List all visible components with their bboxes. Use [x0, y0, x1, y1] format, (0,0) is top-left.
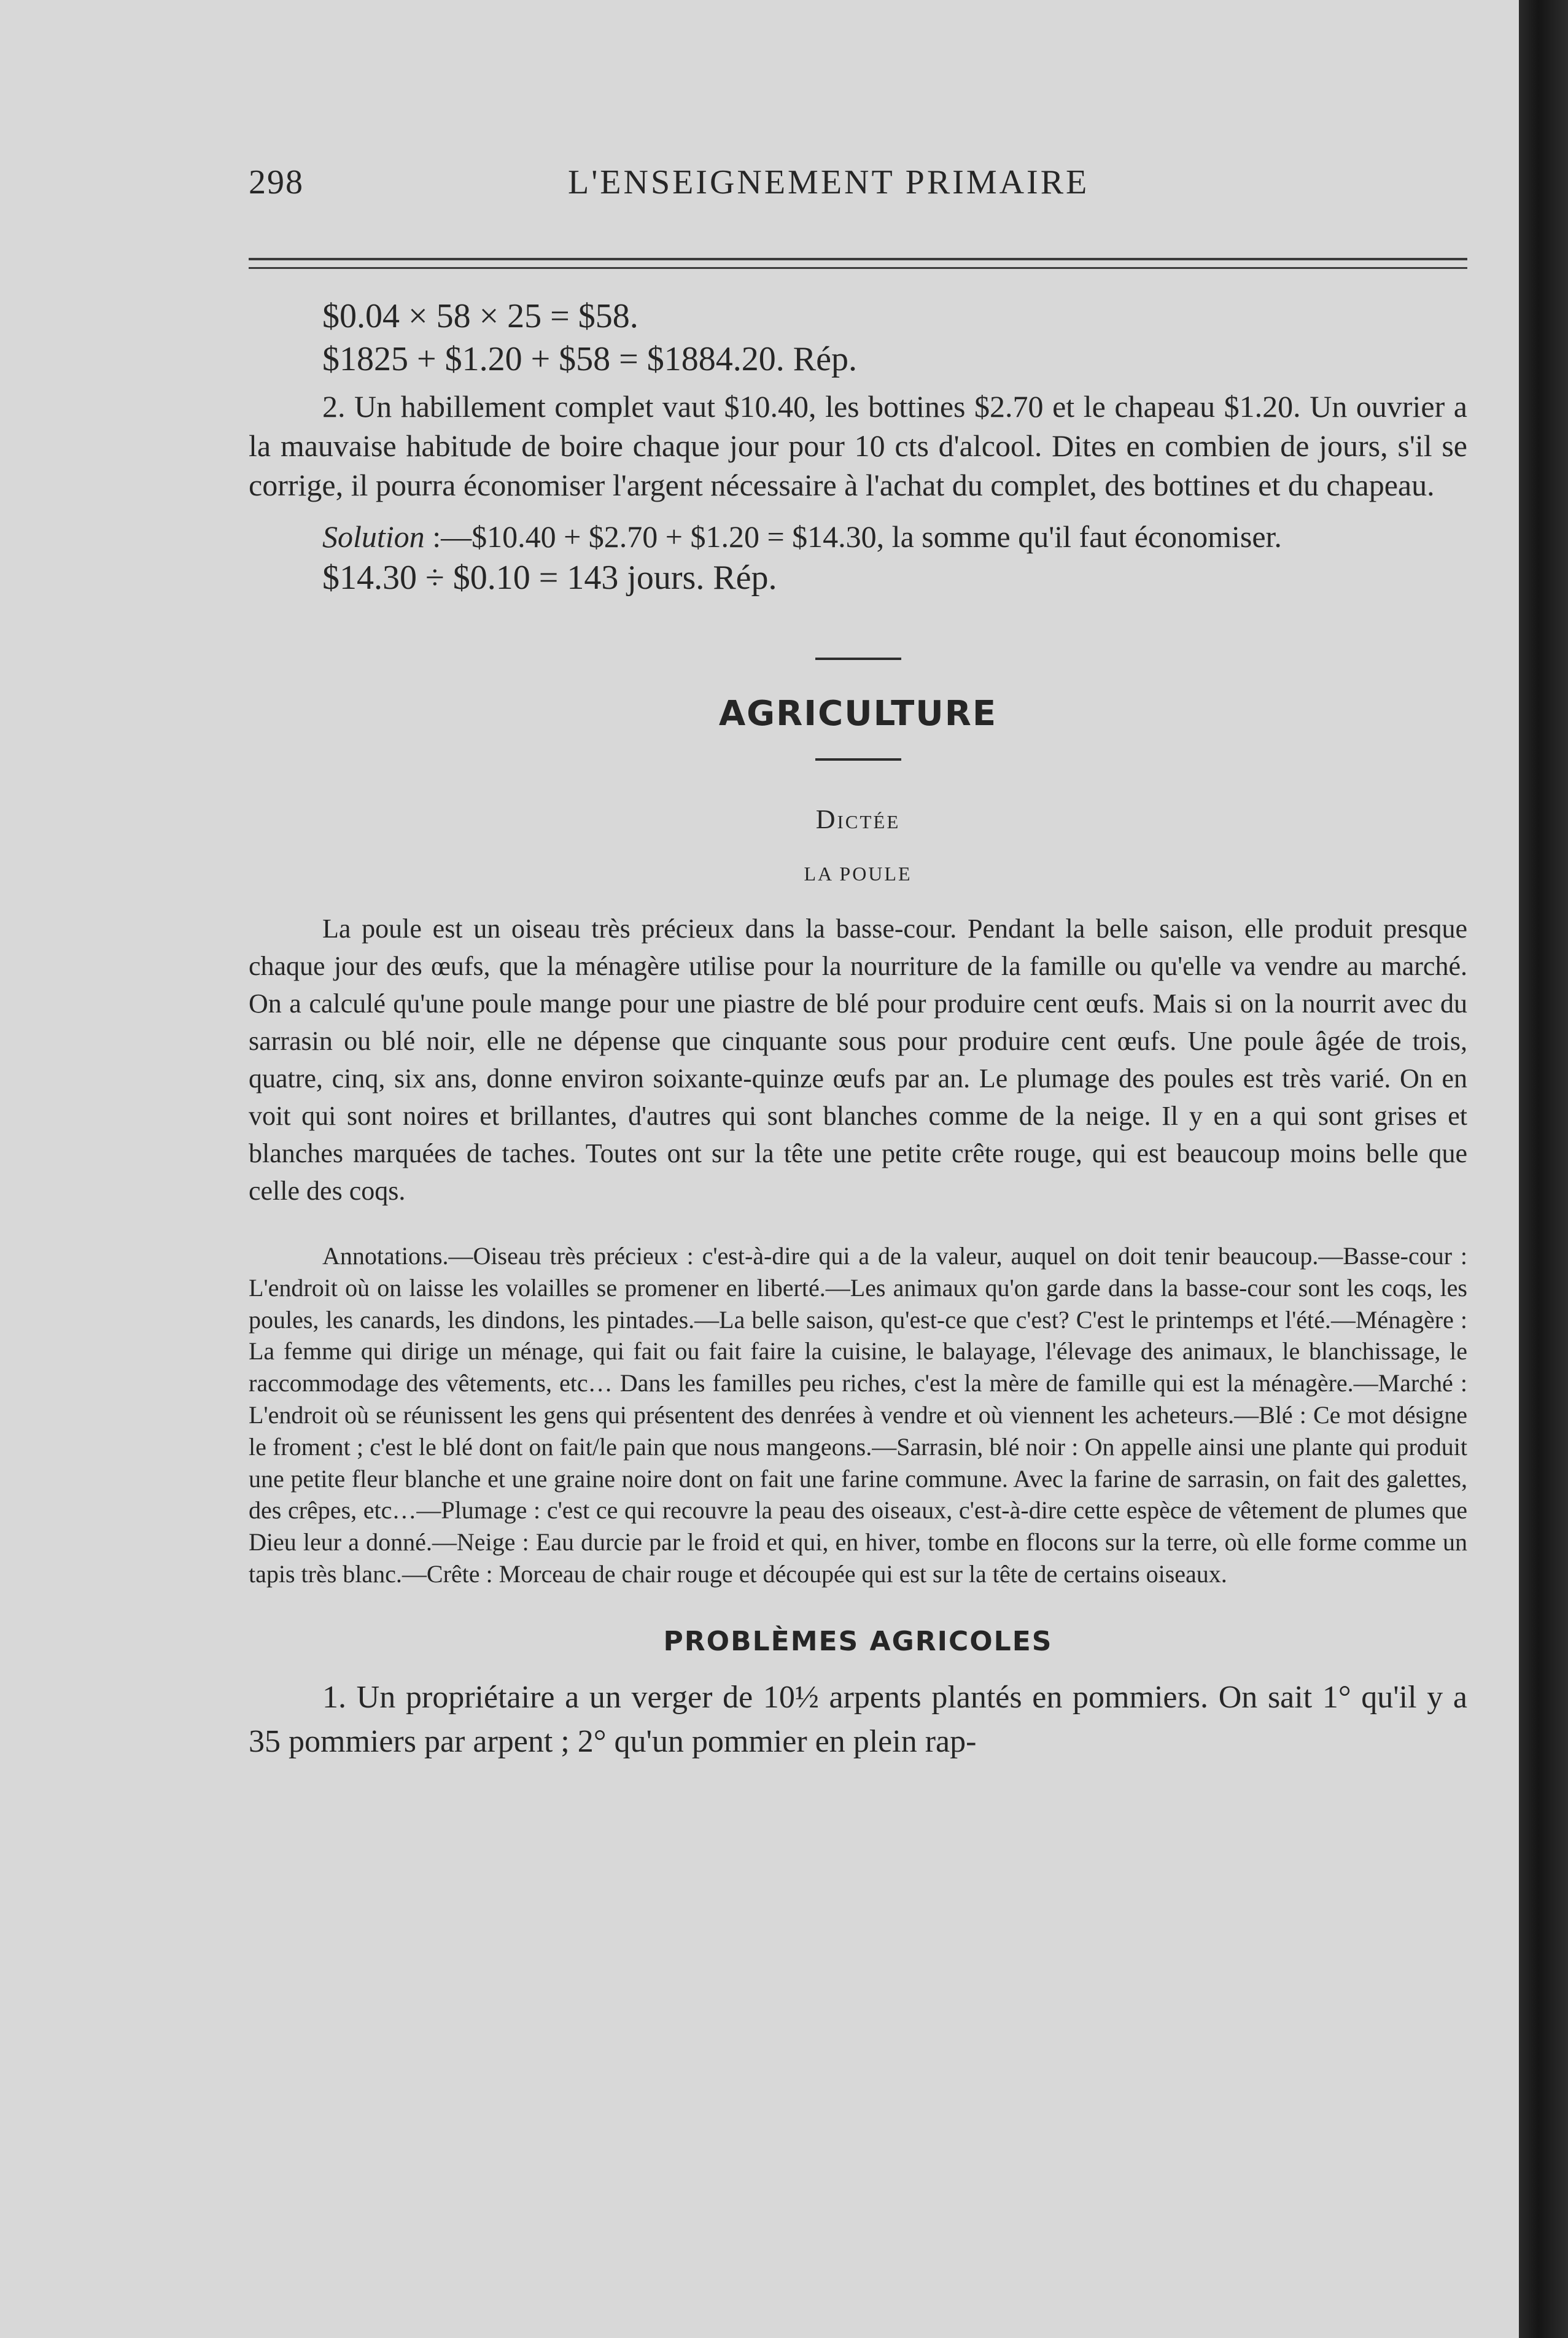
header-rule-top [249, 258, 1467, 260]
problem-1-paragraph: 1. Un propriétaire a un verger de 10½ arpents plantés en pommiers. On sait 1° qu'il y a 35 pommiers par arpent ; 2° qu'un pommier en plein rap- [249, 1679, 1467, 1759]
page-body [249, 295, 1467, 1764]
section-ornament-top [815, 658, 901, 660]
scan-edge [1519, 0, 1568, 2338]
solution-text: :—$10.40 + $2.70 + $1.20 = $14.30, la somme qu'il faut économiser. [424, 519, 1282, 554]
math-line-2: $1825 + $1.20 + $58 = $1884.20. Rép. [322, 340, 857, 378]
solution-paragraph [249, 517, 1467, 556]
math-line-1: $0.04 × 58 × 25 = $58. [322, 297, 638, 335]
dictee-title: LA POULE [804, 863, 912, 885]
page-number: 298 [249, 163, 304, 201]
solution-label: Solution [322, 519, 425, 554]
section-title: AGRICULTURE [718, 694, 998, 734]
dictee-paragraph: La poule est un oiseau très précieux dans la basse-cour. Pendant la belle saison, elle produit presque chaque jour des œufs, que la ménagère utilise pour la nourriture de la famille ou qu'elle va vendre au marché. On a calculé qu'une poule mange pour une piastre de blé pour produire cent œufs. Mais si on la nourrit avec du sarrasin ou blé noir, elle ne dépense que cinquante sous pour produire cent œufs. Une poule âgée de trois, quatre, cinq, six ans, donne environ soixante-quinze œufs par an. Le plumage des poules est très varié. On en voit qui sont noires et brillantes, d'autres qui sont blanches comme de la neige. Il y en a qui sont grises et blanches marquées de taches. Toutes ont sur la tête une petite crête rouge, qui est beaucoup moins belle que celle des coqs. [249, 914, 1467, 1206]
header-rule-bottom [249, 267, 1467, 269]
section-ornament-bottom [815, 758, 901, 761]
problem-2-paragraph: 2. Un habillement complet vaut $10.40, les bottines $2.70 et le chapeau $1.20. Un ouvrier a la mauvaise habitude de boire chaque jour pour 10 cts d'alcool. Dites en combien de jours, s'il se corrige, il pourra économiser l'argent nécessaire à l'achat du complet, des bottines et du chapeau. [249, 389, 1467, 502]
solution-calc: $14.30 ÷ $0.10 = 143 jours. Rép. [322, 559, 777, 597]
page-header [249, 163, 1467, 212]
running-title: L'ENSEIGNEMENT PRIMAIRE [568, 163, 1090, 201]
annotations-paragraph: Annotations.—Oiseau très précieux : c'est-à-dire qui a de la valeur, auquel on doit tenir beaucoup.—Basse-cour : L'endroit où on laisse les volailles se promener en liberté.—Les animaux qu'on garde dans la basse-cour sont les coqs, les poules, les canards, les dindons, les pintades.—La belle saison, qu'est-ce que c'est? C'est le printemps et l'été.—Ménagère : La femme qui dirige un ménage, qui fait ou fait faire la cuisine, le balayage, l'élevage des animaux, le blanchissage, le raccommodage des vêtements, etc… Dans les familles peu riches, c'est la mère de famille qui est la ménagère.—Marché : L'endroit où se réunissent les gens qui présentent des denrées à vendre et où viennent les acheteurs.—Blé : Ce mot désigne le froment ; c'est le blé dont on fait/le pain que nous mangeons.—Sarrasin, blé noir : On appelle ainsi une plante qui produit une petite fleur blanche et une graine noire dont on fait une farine commune. Avec la farine de sarrasin, on fait des galettes, des crêpes, etc…—Plumage : c'est ce qui recouvre la peau des oiseaux, c'est-à-dire cette espèce de vêtement de plumes que Dieu leur a donné.—Neige : Eau durcie par le froid et qui, en hiver, tombe en flocons sur la terre, où elle forme comme un tapis très blanc.—Crête : Morceau de chair rouge et découpée qui est sur la tête de certains oiseaux. [249, 1242, 1467, 1588]
problems-title: PROBLÈMES AGRICOLES [663, 1625, 1053, 1657]
dictee-heading: Dictée [815, 804, 901, 834]
